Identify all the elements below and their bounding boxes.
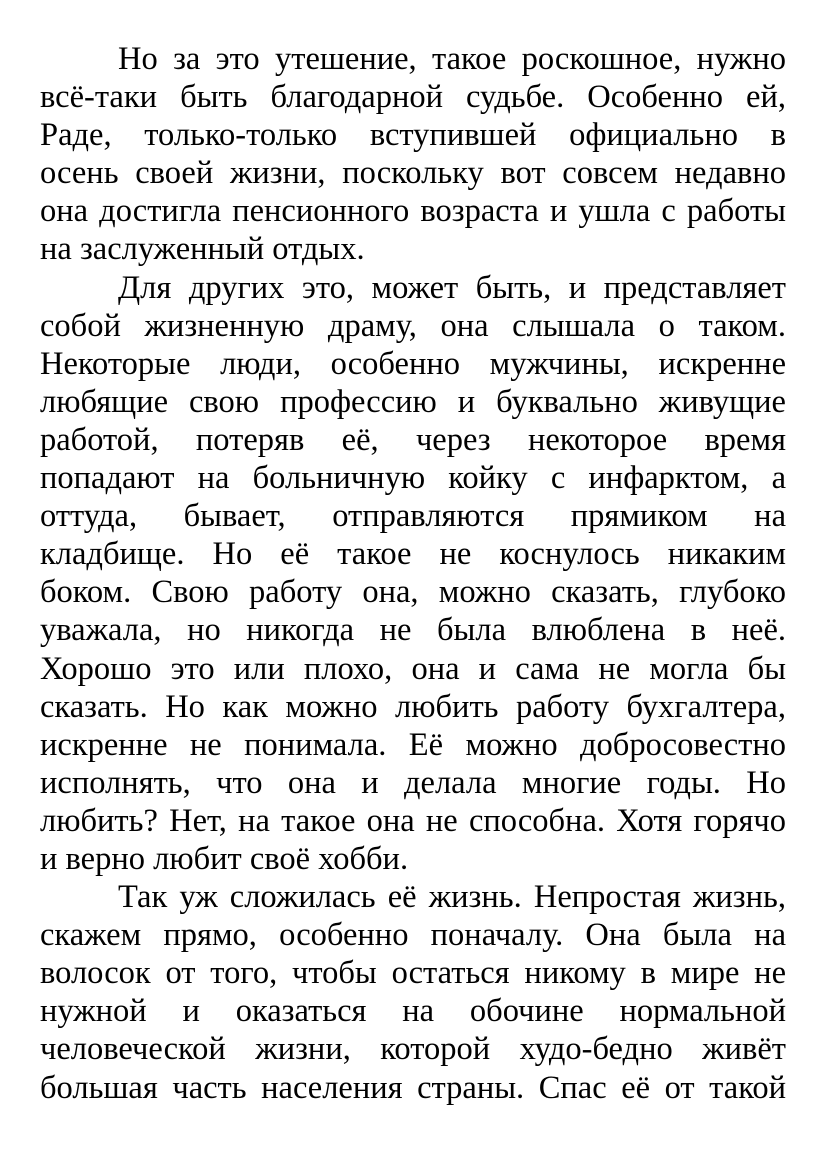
text-line: и верно любит своё хобби.	[40, 840, 409, 877]
text-line: уважала, но никогда не была влюблена в неё.	[40, 612, 786, 649]
text-line: оттуда, бывает, отправляются прямиком на	[40, 498, 786, 535]
text-line: Так уж сложилась её жизнь. Непростая жизнь,	[118, 879, 786, 916]
text-line: работой, потеряв её, через некоторое время	[40, 421, 786, 458]
text-line: нужной и оказаться на обочине нормальной	[40, 993, 786, 1030]
text-line: кладбище. Но её такое не коснулось никаким	[40, 536, 786, 573]
paragraph-3	[40, 878, 786, 1107]
text-line: Некоторые люди, особенно мужчины, искренне	[40, 345, 786, 382]
text-line: попадают на больничную койку с инфарктом, а	[40, 460, 786, 497]
text-line: сказать. Но как можно любить работу бухгалтера,	[40, 688, 786, 725]
document-page	[40, 40, 786, 1107]
text-line: Раде, только-только вступившей официально в	[40, 117, 786, 154]
text-line: всё-таки быть благодарной судьбе. Особенно ей,	[40, 79, 786, 116]
paragraph-1	[40, 40, 786, 269]
text-line: собой жизненную драму, она слышала о таком.	[40, 307, 786, 344]
text-line: человеческой жизни, которой худо-бедно живёт	[40, 1031, 786, 1068]
text-line: волосок от того, чтобы остаться никому в мире не	[40, 955, 786, 992]
text-line: Для других это, может быть, и представляет	[118, 269, 786, 306]
text-line: любить? Нет, на такое она не способна. Хотя горячо	[40, 802, 786, 839]
text-line: любящие свою профессию и буквально живущие	[40, 383, 786, 420]
text-line: на заслуженный отдых.	[40, 231, 365, 268]
paragraph-2	[40, 269, 786, 879]
text-line: искренне не понимала. Её можно добросовестно	[40, 726, 786, 763]
text-line: исполнять, что она и делала многие годы. Но	[40, 764, 786, 801]
text-line: большая часть населения страны. Спас её от такой	[40, 1069, 786, 1106]
text-line: боком. Свою работу она, можно сказать, глубоко	[40, 574, 786, 611]
text-line: осень своей жизни, поскольку вот совсем недавно	[40, 155, 786, 192]
text-line: Хорошо это или плохо, она и сама не могла бы	[40, 650, 786, 687]
text-line: Но за это утешение, такое роскошное, нужно	[118, 41, 786, 77]
text-line: она достигла пенсионного возраста и ушла с работы	[40, 193, 786, 230]
text-line: скажем прямо, особенно поначалу. Она была на	[40, 917, 786, 954]
